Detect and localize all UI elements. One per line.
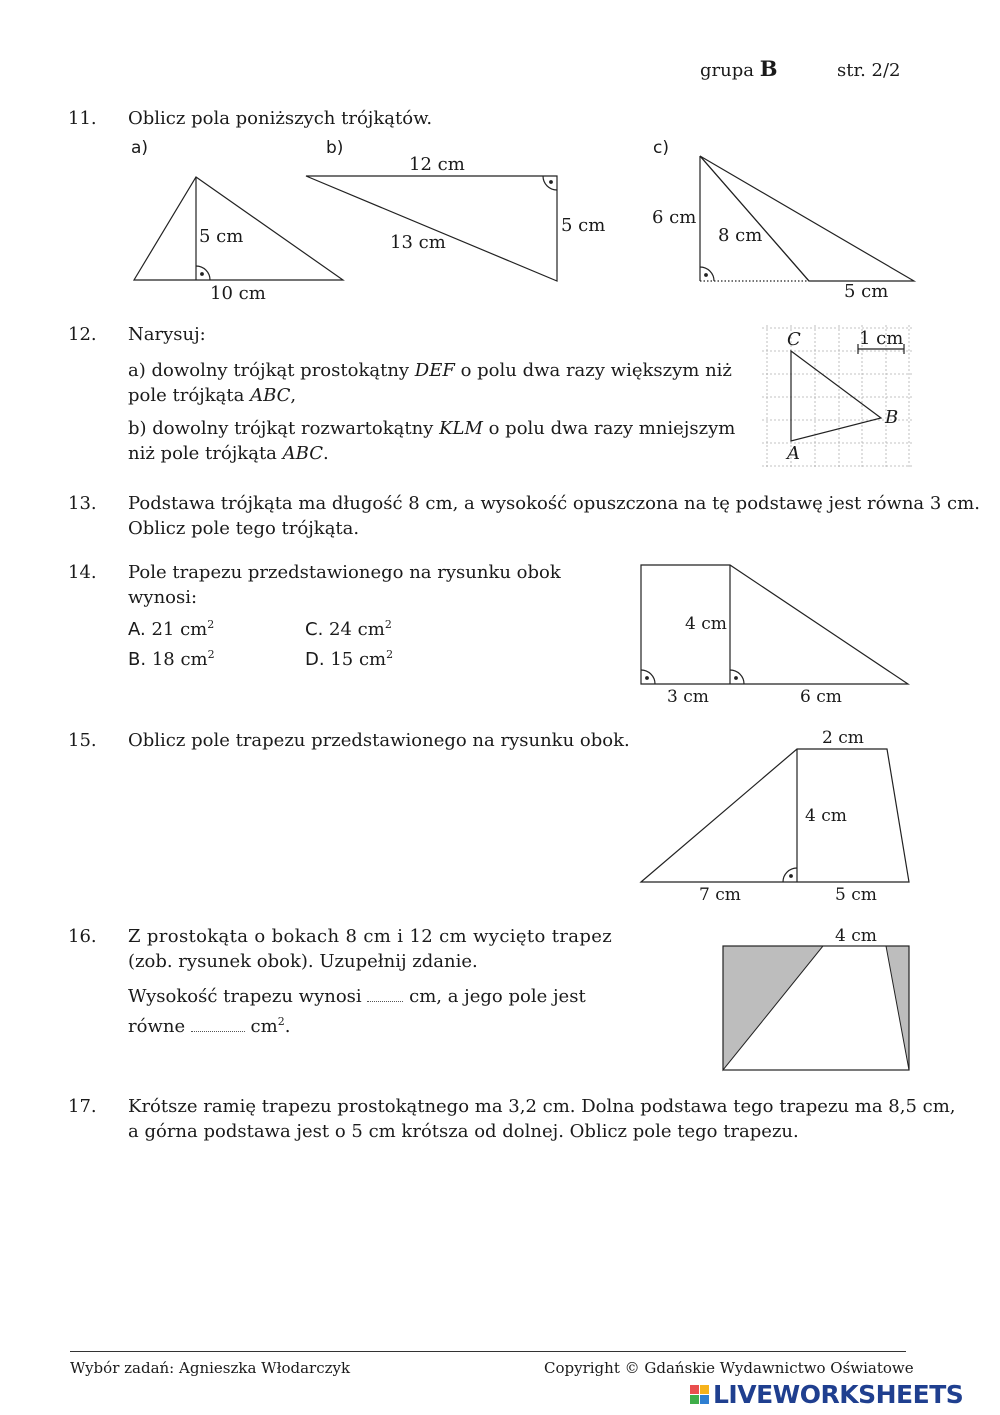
task-15-text: Oblicz pole trapezu przedstawionego na rysunku obok. (128, 730, 630, 751)
task-11c-label: c) (653, 138, 669, 158)
t16-top: 4 cm (835, 926, 877, 946)
task-12b-line1: b) dowolny trójkąt rozwartokątny KLM o polu dwa razy mniejszym (128, 418, 736, 439)
vertex-a: A (787, 443, 800, 464)
t11a-height: 5 cm (199, 226, 244, 247)
option-b[interactable]: B. 18 $cm^2$ (128, 648, 215, 670)
triangle-11b (306, 176, 557, 281)
task-15-number: 15. (68, 730, 97, 751)
triangle-abc (791, 351, 881, 441)
t14-b2: 6 cm (800, 687, 842, 707)
option-d[interactable]: D. 15 $cm^2$ (305, 648, 394, 670)
t15-height: 4 cm (805, 806, 847, 826)
height-blank[interactable] (367, 987, 403, 1002)
task-12a-line1: a) dowolny trójkąt prostokątny DEF o polu dwa razy większym niż (128, 360, 732, 381)
footer-author: Wybór zadań: Agnieszka Włodarczyk (70, 1359, 351, 1377)
footer-rule (70, 1351, 906, 1352)
task-12-intro: Narysuj: (128, 324, 206, 345)
t15-b2: 5 cm (835, 885, 877, 905)
t11b-side: 5 cm (561, 215, 606, 236)
page-number: str. 2/2 (837, 60, 901, 81)
vertex-b: B (885, 407, 899, 428)
task-11-text: Oblicz pola poniższych trójkątów. (128, 108, 433, 129)
task-12-number: 12. (68, 324, 97, 345)
task-16-line3: Wysokość trapezu wynosi cm, a jego pole jest (128, 986, 586, 1007)
trapezoid-15 (641, 749, 909, 882)
option-c[interactable]: C. 24 $cm^2$ (305, 618, 392, 640)
group-label: grupa (700, 60, 754, 81)
t11c-base: 5 cm (844, 281, 889, 302)
task-17-line1: Krótsze ramię trapezu prostokątnego ma 3,2 cm. Dolna podstawa tego trapezu ma 8,5 cm, (128, 1096, 956, 1117)
triangle-11c (700, 156, 914, 281)
task-13-number: 13. (68, 493, 97, 514)
t15-top: 2 cm (822, 728, 864, 748)
task-14-line2: wynosi: (128, 587, 198, 608)
logo-icon (690, 1385, 709, 1404)
task-16-line1: Z prostokąta o bokach 8 cm i 12 cm wycięto trapez (128, 926, 613, 947)
task-16-line4: równe $cm^2$. (128, 1015, 291, 1037)
task-11a-label: a) (131, 138, 149, 158)
group-letter: B (759, 56, 778, 81)
task-14-line1: Pole trapezu przedstawionego na rysunku obok (128, 562, 561, 583)
t14-height: 4 cm (685, 614, 727, 634)
task-16-number: 16. (68, 926, 97, 947)
task-11b-label: b) (326, 138, 344, 158)
rectangle-16 (723, 946, 909, 1070)
t14-b1: 3 cm (667, 687, 709, 707)
task-14-number: 14. (68, 562, 97, 583)
t11b-hyp: 13 cm (390, 232, 446, 253)
task-16-line2: (zob. rysunek obok). Uzupełnij zdanie. (128, 951, 478, 972)
trapezoid-14 (641, 565, 908, 684)
t15-b1: 7 cm (699, 885, 741, 905)
task-12b-line2: niż pole trójkąta ABC. (128, 443, 329, 464)
option-a[interactable]: A. 21 $cm^2$ (128, 618, 215, 640)
task-12a-line2: pole trójkąta ABC, (128, 385, 297, 406)
task-13-line1: Podstawa trójkąta ma długość 8 cm, a wysokość opuszczona na tę podstawę jest równa 3 cm. (128, 493, 980, 514)
area-blank[interactable] (191, 1017, 245, 1032)
t11c-diag: 8 cm (718, 225, 763, 246)
t11c-left: 6 cm (652, 207, 697, 228)
t11a-base: 10 cm (210, 283, 266, 304)
task-17-number: 17. (68, 1096, 97, 1117)
task-11-number: 11. (68, 108, 97, 129)
task-17-line2: a górna podstawa jest o 5 cm krótsza od dolnej. Oblicz pole tego trapezu. (128, 1121, 799, 1142)
grid-scale-label: 1 cm (859, 328, 904, 349)
t11b-top: 12 cm (409, 154, 465, 175)
logo-text: LIVEWORKSHEETS (713, 1379, 964, 1409)
footer-copyright: Copyright © Gdańskie Wydawnictwo Oświatowe (544, 1359, 914, 1377)
task-13-line2: Oblicz pole tego trójkąta. (128, 518, 360, 539)
liveworksheets-logo[interactable] (690, 1379, 963, 1409)
vertex-c: C (787, 329, 801, 350)
